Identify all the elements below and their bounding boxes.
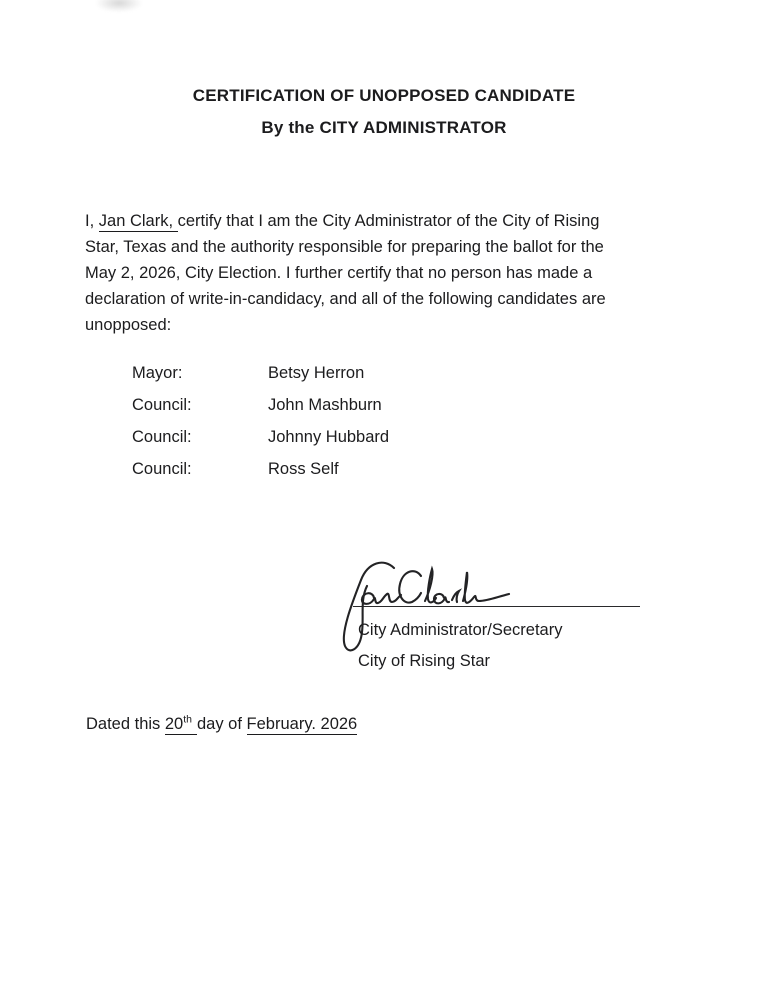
signer-name-underlined: Jan Clark, [98,212,178,230]
certification-line-1 [85,208,685,234]
candidate-name: Ross Self [268,460,339,478]
page-title: CERTIFICATION OF UNOPPOSED CANDIDATE [192,86,576,105]
office-label: Council: [132,460,192,478]
candidate-name: Johnny Hubbard [268,428,390,446]
candidate-name: Betsy Herron [268,364,365,382]
signature-handwriting [332,556,512,660]
scan-smudge-artifact [96,0,142,12]
certification-line-5: unopposed: [85,316,172,334]
date-month-year-underlined: February. 2026 [246,715,358,733]
signer-organization: City of Rising Star [358,652,491,670]
office-label: Mayor: [132,364,183,382]
office-label: Council: [132,428,192,446]
certification-line1-prefix: I, [85,212,99,230]
signer-title: City Administrator/Secretary [358,621,563,639]
date-middle: day of [197,715,247,733]
date-day-ordinal: th [183,713,192,726]
certification-line1-rest: certify that I am the City Administrator of the City of Rising [177,212,600,230]
certification-paragraph [85,208,685,338]
certification-line-3: May 2, 2026, City Election. I further certify that no person has made a [85,264,593,282]
candidate-name: John Mashburn [268,396,382,414]
date-prefix: Dated this [86,715,165,733]
certification-line-4: declaration of write-in-candidacy, and all of the following candidates are [85,290,606,308]
date-day: 20 [164,715,184,733]
page-subtitle: By the CITY ADMINISTRATOR [261,118,507,137]
office-label: Council: [132,396,192,414]
date-day-underlined [165,715,197,735]
certification-line-2: Star, Texas and the authority responsible for preparing the ballot for the [85,238,604,256]
date-line [86,715,357,734]
